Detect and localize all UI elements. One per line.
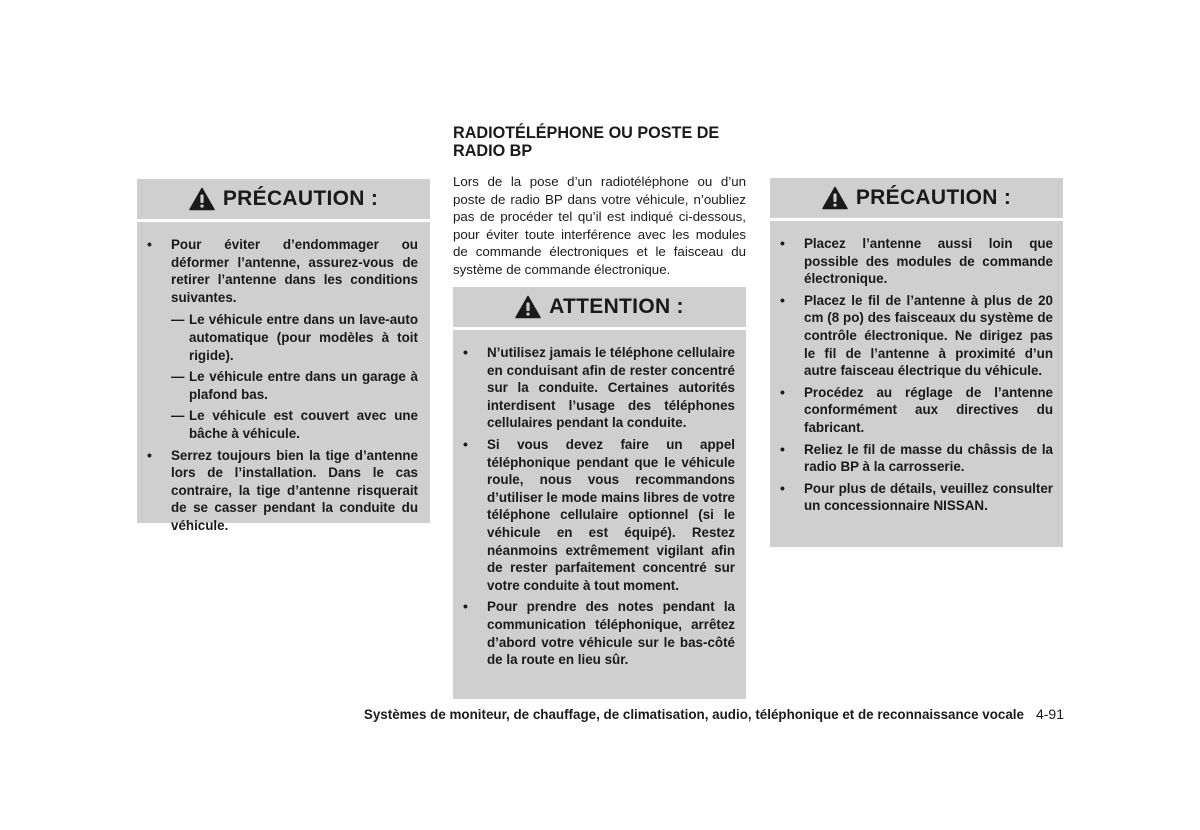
right-precaution-box	[770, 178, 1063, 547]
right-precaution-list	[770, 221, 1063, 515]
section-heading	[453, 124, 753, 160]
attention-header	[453, 287, 746, 330]
sublist-item: — Le véhicule entre dans un lave-auto automatique (pour modèles à toit rigide).	[171, 311, 418, 364]
list-item: • Reliez le fil de masse du châssis de la radio BP à la carrosserie.	[770, 441, 1053, 476]
sublist-item: — Le véhicule entre dans un garage à plafond bas.	[171, 368, 418, 403]
condition-sublist	[171, 311, 418, 442]
page-footer	[340, 706, 1064, 722]
chapter-title: Systèmes de moniteur, de chauffage, de climatisation, audio, téléphonique et de reconnaissance vocale	[363, 707, 1024, 722]
left-precaution-header	[137, 179, 430, 222]
warning-triangle-icon	[822, 186, 848, 210]
attention-box	[453, 287, 746, 699]
left-precaution-list	[137, 222, 430, 535]
attention-list	[453, 330, 746, 669]
list-item-text: • Pour éviter d’endommager ou déformer l’antenne, assurez-vous de retirer l’antenne dans les conditions suivantes.	[171, 237, 418, 305]
section-heading-line2: RADIO BP	[453, 142, 533, 160]
section-heading-line1: RADIOTÉLÉPHONE OU POSTE DE	[453, 124, 720, 142]
list-item: • Procédez au réglage de l’antenne conformément aux directives du fabricant.	[770, 384, 1053, 437]
page-number: 4-91	[1035, 706, 1064, 722]
list-item: • Placez le fil de l’antenne à plus de 20 cm (8 po) des faisceaux du système de contrôle électronique. Ne dirigez pas le fil de l’antenne à proximité d’un autre faisceau électrique du véhicule.	[770, 292, 1053, 380]
intro-paragraph: Lors de la pose d’un radiotéléphone ou d’un poste de radio BP dans votre véhicule, n’oubliez pas de procéder tel qu’il est indiqué ci-dessous, pour éviter toute interférence avec les modules de commande électroniques et le faisceau du système de commande électronique.	[453, 174, 746, 277]
list-item: • Pour prendre des notes pendant la communication téléphonique, arrêtez d’abord votre véhicule sur le bas-côté de la route en lieu sûr.	[453, 598, 735, 668]
warning-triangle-icon	[515, 295, 541, 319]
list-item: • N’utilisez jamais le téléphone cellulaire en conduisant afin de rester concentré sur la conduite. Certaines autorités interdisent l’usage des téléphones cellulaires pendant la conduite.	[453, 344, 735, 432]
warning-triangle-icon	[189, 187, 215, 211]
list-item: • Serrez toujours bien la tige d’antenne lors de l’installation. Dans le cas contraire, la tige d’antenne risquerait de se casser pendant la conduite du véhicule.	[137, 447, 418, 535]
left-precaution-title: PRÉCAUTION :	[222, 187, 379, 210]
list-item: • Pour plus de détails, veuillez consulter un concessionnaire NISSAN.	[770, 480, 1053, 515]
left-precaution-box	[137, 179, 430, 533]
attention-title: ATTENTION :	[549, 295, 684, 318]
list-item: • Placez l’antenne aussi loin que possible des modules de commande électronique.	[770, 235, 1053, 288]
list-item: • Si vous devez faire un appel téléphonique pendant que le véhicule roule, nous vous recommandons d’utiliser le mode mains libres de votre téléphone cellulaire optionnel (si le véhicule en est équipé). Restez néanmoins extrêmement vigilant afin de rester parfaitement concentré sur votre conduite à tout moment.	[453, 436, 735, 594]
right-precaution-title: PRÉCAUTION :	[855, 186, 1012, 209]
right-precaution-header	[770, 178, 1063, 221]
list-item	[137, 236, 418, 443]
sublist-item: — Le véhicule est couvert avec une bâche à véhicule.	[171, 407, 418, 442]
